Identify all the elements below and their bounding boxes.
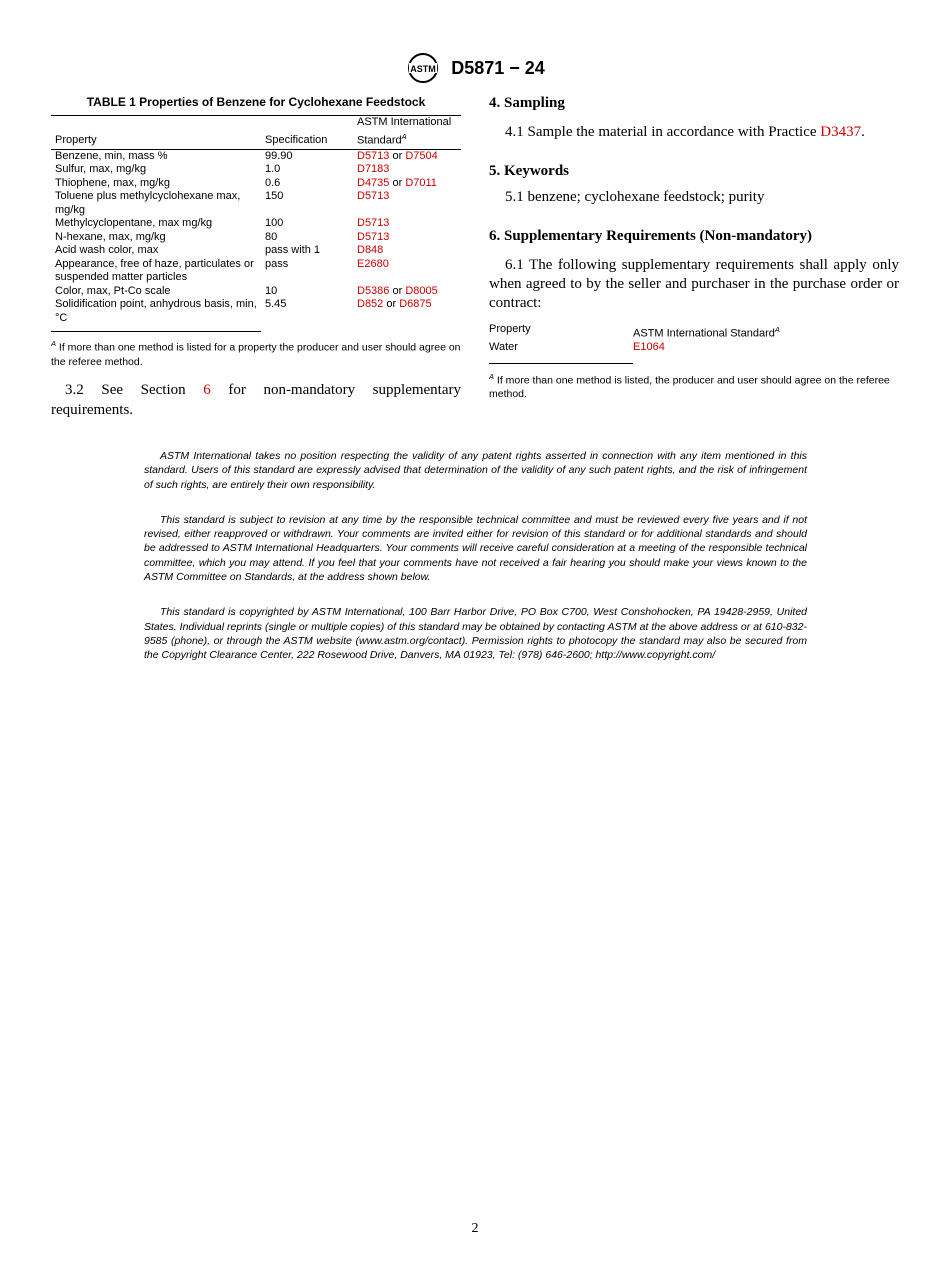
cell-spec: 10 [265,284,278,297]
standard-link-alt[interactable]: D8005 [405,284,438,297]
supp-header-row: Property ASTM International Standard$^A$ [489,323,780,340]
standard-link[interactable]: D5713 [357,190,390,203]
table-footnote: $^A$ If more than one method is listed for a property the producer and user should agree on the referee method. [51,339,461,368]
paragraph-4-1: 4.1 Sample the material in accordance with Practice D3437. [505,124,865,140]
cell-standard [353,163,461,177]
supplementary-table [489,323,899,355]
right-column [489,93,899,401]
cell-spec: pass [265,257,289,270]
standard-link-alt[interactable]: D6875 [399,298,432,311]
supp-table-rule [489,363,633,364]
properties-table [51,115,461,325]
standard-link[interactable]: D5713 [357,149,390,162]
cell-spec: 5.45 [265,298,287,311]
cell-spec: pass with 1 [265,244,321,257]
revision-notice: This standard is subject to revision at any time by the responsible technical committee and must be reviewed every five years and if not revised, either reapproved or withdrawn. Your comments are invited either for revision of this standard or for additional standards and should be addressed to ASTM International Headquarters. Your comments will receive careful consideration at a meeting of the responsible technical committee, which you may attend. If you feel that your comments have not received a fair hearing you should make your views known to the ASTM Committee on Standards, at the address shown below. [144,513,807,584]
paragraph-5-1: 5.1 benzene; cyclohexane feedstock; purity [505,189,765,205]
d3437-link[interactable]: D3437 [820,124,862,140]
paragraph-6-1: 6.1 The following supplementary requirements shall apply only when agreed to by the seller and purchaser in the purchase order or contract: [489,257,899,311]
supp-footnote: $^A$ If more than one method is listed, the producer and user should agree on the referee method. [489,371,890,401]
cell-property: Methylcyclopentane, max mg/kg [55,217,213,230]
cell-property: Toluene plus methylcyclohexane max, mg/kg [55,190,241,216]
table-row [51,149,461,163]
standard-link-alt[interactable]: D7011 [405,176,437,189]
table-row [51,244,461,258]
standard-link-alt[interactable]: D7504 [405,149,438,162]
table-row [51,231,461,245]
table-title: TABLE 1 Properties of Benzene for Cyclohexane Feedstock [86,95,426,109]
table-row [51,177,461,191]
document-number: D5871 − 24 [451,57,545,78]
section-6-heading: 6. Supplementary Requirements (Non-mandatory) [489,228,813,244]
cell-standard: D5713 or D7504 [357,149,438,162]
standard-link[interactable]: D5386 [357,284,390,297]
cell-property: N-hexane, max, mg/kg [55,230,166,243]
standard-link[interactable]: D848 [357,244,384,257]
standard-link[interactable]: D4735 [357,176,390,189]
cell-property: Benzene, min, mass % [55,149,168,162]
cell-spec: 150 [265,190,284,203]
cell-property: Solidification point, anhydrous basis, min,°C [55,298,257,324]
cell-standard [353,190,461,217]
standard-link[interactable]: E2680 [357,257,389,270]
table-rule [51,331,261,332]
cell-standard [353,258,461,285]
table-header-row [51,116,461,150]
table-row [51,190,461,217]
table-row [51,163,461,177]
astm-notices [144,449,807,684]
cell-property: Thiophene, max, mg/kg [55,176,170,189]
section-6-link[interactable]: 6 [203,381,211,398]
page-header [0,52,950,84]
cell-standard [353,217,461,231]
cell-property: Sulfur, max, mg/kg [55,163,147,176]
col-spec-header: Specification [265,134,328,147]
svg-text:ASTM: ASTM [410,64,436,74]
cell-spec: 80 [265,230,278,243]
section-4-heading: 4. Sampling [489,95,565,111]
table-row [51,285,461,299]
astm-logo-icon [405,52,441,84]
cell-spec: 100 [265,217,284,230]
patent-notice: ASTM International takes no position respecting the validity of any patent rights asserted in connection with any item mentioned in this standard. Users of this standard are expressly advised that determination of the validity of any such patent rights, and the risk of infringement of such rights, are entirely their own responsibility. [144,450,807,491]
table-row [51,217,461,231]
cell-standard: D852 or D6875 [357,298,432,311]
supp-row-water: Water E1064 [489,341,665,354]
standard-link[interactable]: D7183 [357,163,390,176]
table-row [51,258,461,285]
standard-link[interactable]: D852 [357,298,384,311]
cell-spec: 0.6 [265,176,281,189]
cell-property: Acid wash color, max [55,244,159,257]
cell-standard [353,231,461,245]
page-number: 2 [471,1221,479,1236]
cell-standard [353,244,461,258]
copyright-notice: This standard is copyrighted by ASTM International, 100 Barr Harbor Drive, PO Box C700, West Conshohocken, PA 19428-2959, United States. Individual reprints (single or multiple copies) of this standard may be obtained by contacting ASTM at the above address or at 610-832-9585 (phone), or through the ASTM website (www.astm.org/contact). Permission rights to photocopy the standard may also be secured from the Copyright Clearance Center, 222 Rosewood Drive, Danvers, MA 01923, Tel: (978) 646-2600; http://www.copyright.com/ [144,606,807,662]
standard-link[interactable]: D5713 [357,230,390,243]
cell-standard: D4735 or D7011 [357,176,437,189]
cell-standard: D5386 or D8005 [357,284,438,297]
section-5-heading: 5. Keywords [489,163,569,179]
cell-spec: 1.0 [265,163,281,176]
left-column [51,95,461,420]
cell-property: Color, max, Pt-Co scale [55,284,171,297]
cell-property: Appearance, free of haze, particulates or suspended matter particles [55,257,254,284]
e1064-link[interactable]: E1064 [633,341,665,354]
col-standard-header: ASTM International Standard$^A$ [357,116,452,147]
table-row [51,298,461,325]
paragraph-3-2: 3.2 See Section 6 for non-mandatory supplementary requirements. [51,381,461,418]
standard-link[interactable]: D5713 [357,217,390,230]
col-property-header: Property [55,134,97,147]
cell-spec: 99.90 [265,149,293,162]
